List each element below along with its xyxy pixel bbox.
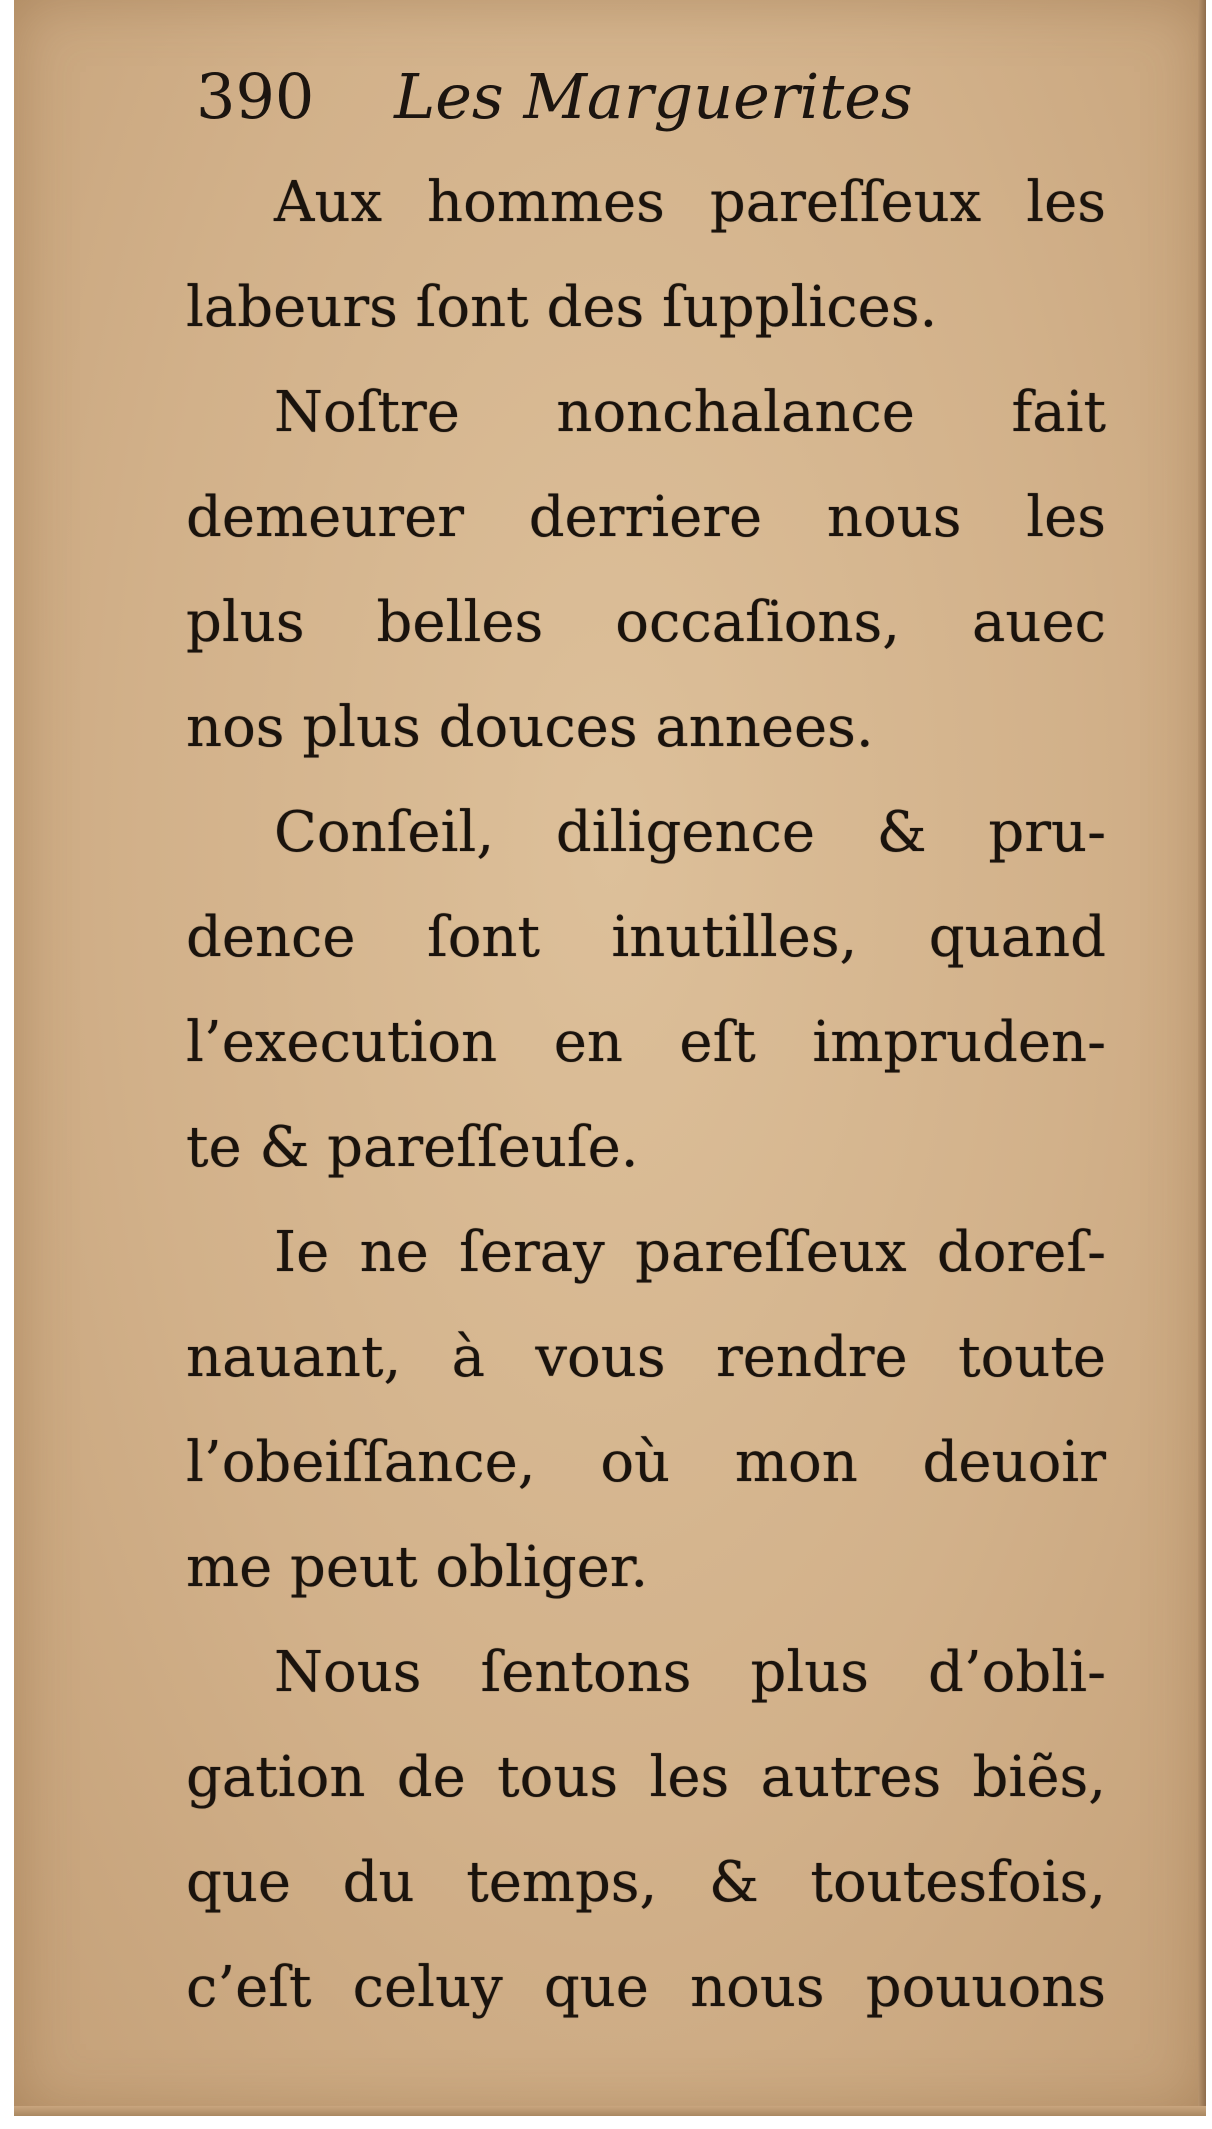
text-line: nos plus douces annees. bbox=[186, 695, 874, 760]
body-text bbox=[186, 150, 1106, 2040]
text-line: te & pareſſeuſe. bbox=[186, 1115, 639, 1180]
text-line: Conſeil, diligence & pru- bbox=[274, 800, 1106, 865]
text-line: nauant, à vous rendre toute bbox=[186, 1325, 1106, 1390]
text-line: dence ſont inutilles, quand bbox=[186, 905, 1106, 970]
running-title: Les Marguerites bbox=[394, 60, 913, 133]
text-line: l’execution en eſt impruden- bbox=[186, 1010, 1106, 1075]
text-line: plus belles occaſions, auec bbox=[186, 590, 1106, 655]
page-number: 390 bbox=[196, 60, 315, 133]
text-line: gation de tous les autres biẽs, bbox=[186, 1745, 1106, 1810]
text-line: demeurer derriere nous les bbox=[186, 485, 1106, 550]
text-line: labeurs ſont des ſupplices. bbox=[186, 275, 938, 340]
page-edge bbox=[1198, 0, 1206, 2116]
text-line: que du temps, & toutesfois, bbox=[186, 1850, 1106, 1915]
book-page bbox=[14, 0, 1206, 2116]
page-bottom-edge bbox=[14, 2106, 1206, 2116]
text-line: Aux hommes pareſſeux les bbox=[274, 170, 1106, 235]
page-header bbox=[196, 60, 913, 133]
text-line: Noſtre nonchalance fait bbox=[274, 380, 1106, 445]
text-line: c’eſt celuy que nous pouuons bbox=[186, 1955, 1106, 2020]
text-line: Ie ne ſeray pareſſeux doreſ- bbox=[274, 1220, 1106, 1285]
text-line: l’obeiſſance, où mon deuoir bbox=[186, 1430, 1106, 1495]
text-line: Nous ſentons plus d’obli- bbox=[274, 1640, 1106, 1705]
text-line: me peut obliger. bbox=[186, 1535, 649, 1600]
